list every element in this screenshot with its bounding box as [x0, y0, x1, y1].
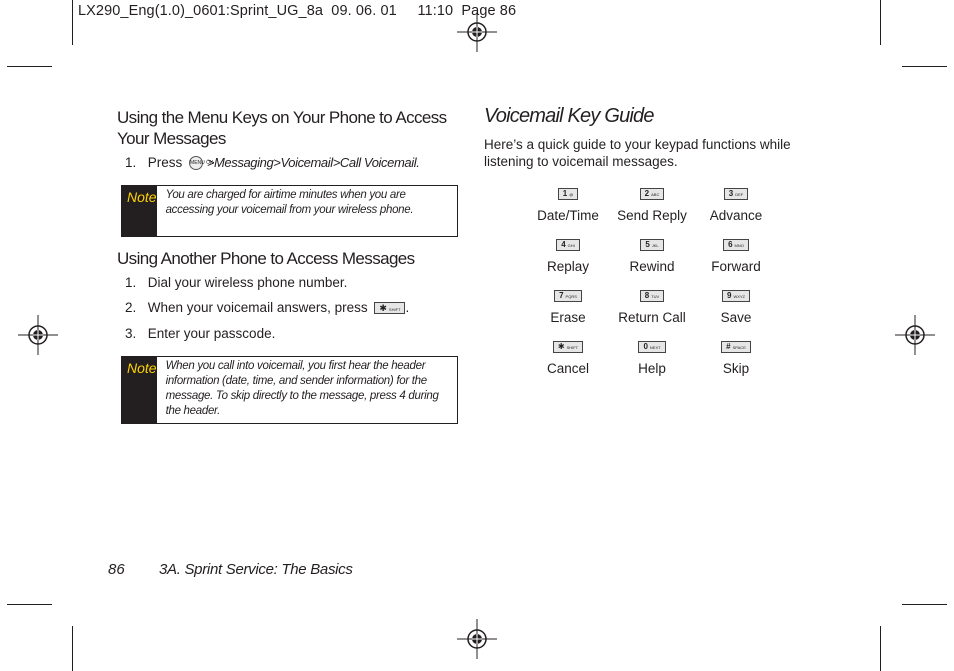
crop-mark: [880, 626, 881, 671]
shift-key-icon: [374, 302, 405, 314]
key-function-label: Date/Time: [537, 208, 599, 223]
step-number: 1.: [125, 275, 137, 290]
key-glyph: 5: [645, 239, 650, 249]
page-title: Voicemail Key Guide: [484, 105, 654, 127]
crop-mark: [72, 0, 73, 45]
key-glyph: ✱: [379, 303, 387, 314]
key-glyph: 1: [562, 188, 568, 198]
key-glyph: 8: [644, 290, 650, 300]
key-guide-item: [681, 338, 791, 376]
key-function-label: Skip: [722, 361, 750, 376]
key-function-label: Erase: [550, 310, 586, 325]
key-guide-item: [681, 287, 791, 325]
keypad-key-icon: [640, 290, 664, 302]
key-sub: TUV: [651, 293, 660, 299]
note-text: You are charged for airtime minutes when you are accessing your voicemail from your wireless phone.: [165, 189, 414, 216]
key-glyph: 6: [728, 239, 733, 249]
keypad-key-icon: [722, 290, 750, 302]
keypad-key-icon: [640, 239, 663, 251]
step-item: [125, 275, 347, 290]
registration-mark-icon: [457, 619, 497, 659]
key-sub: MNO: [734, 242, 744, 248]
menu-path: >Messaging>Voicemail>Call Voicemail.: [206, 155, 420, 170]
crop-mark: [902, 66, 947, 67]
key-guide-item: [681, 185, 791, 223]
key-sub: ABC: [651, 191, 660, 197]
step-text: When your voicemail answers, press: [147, 300, 368, 315]
footer-section-title: 3A. Sprint Service: The Basics: [159, 561, 353, 578]
menu-ok-key-icon: MENU OK: [189, 156, 203, 170]
key-glyph: 7: [559, 290, 564, 300]
keypad-key-icon: [558, 188, 579, 200]
keypad-key-icon: [724, 188, 748, 200]
key-function-label: Advance: [709, 208, 763, 223]
key-glyph: 4: [561, 239, 566, 249]
section-heading-menu-keys: Using the Menu Keys on Your Phone to Access Your Messages: [117, 108, 447, 148]
step-text: Press: [147, 155, 183, 170]
key-function-label: Replay: [546, 259, 590, 274]
key-sub: SHIFT: [566, 344, 579, 350]
crop-mark: [7, 66, 52, 67]
key-function-label: Send Reply: [617, 208, 687, 223]
key-sub: WXYZ: [733, 293, 745, 299]
key-glyph: 0: [643, 341, 648, 351]
intro-text: Here’s a quick guide to your keypad functions while listening to voicemail messages.: [484, 137, 791, 169]
key-glyph: 9: [726, 290, 732, 300]
key-sub: DEF: [735, 191, 744, 197]
key-function-label: Cancel: [546, 361, 590, 376]
keypad-key-icon: [640, 188, 665, 200]
key-function-label: Rewind: [629, 259, 675, 274]
key-sub: SPACE: [732, 344, 746, 350]
key-function-label: Help: [638, 361, 666, 376]
note-text: When you call into voicemail, you first hear the header information (date, time, and sender information) for the message. To skip directly to the message, press 4 during the header.: [165, 360, 439, 417]
key-sub: GHI: [567, 242, 575, 248]
note-box-airtime: [121, 185, 458, 237]
keypad-key-icon: [638, 341, 665, 353]
note-label: Note: [122, 357, 157, 423]
keypad-key-icon: [553, 341, 583, 353]
key-sub: @: [569, 191, 574, 197]
crop-mark: [72, 626, 73, 671]
crop-mark: [7, 604, 52, 605]
crop-mark: [902, 604, 947, 605]
step-suffix: .: [405, 300, 410, 315]
key-guide-item: [681, 236, 791, 274]
step-text: Enter your passcode.: [147, 326, 276, 341]
section-heading-another-phone: Using Another Phone to Access Messages: [117, 249, 415, 268]
registration-mark-icon: [18, 315, 58, 355]
key-glyph: #: [726, 341, 731, 351]
print-slug: LX290_Eng(1.0)_0601:Sprint_UG_8a 09. 06. 01 11:10 Page 86: [78, 3, 517, 19]
key-glyph: ✱: [557, 341, 565, 351]
keypad-key-icon: [723, 239, 749, 251]
key-sub: PQRS: [565, 293, 577, 299]
key-sub: NEXT: [649, 344, 661, 350]
note-box-voicemail: [121, 356, 458, 424]
step-text: Dial your wireless phone number.: [147, 275, 348, 290]
key-sub: JKL: [651, 242, 659, 248]
key-glyph: 2: [644, 188, 650, 198]
key-function-label: Save: [720, 310, 752, 325]
keypad-key-icon: [554, 290, 582, 302]
key-function-label: Forward: [711, 259, 761, 274]
keypad-key-icon: [556, 239, 580, 251]
key-glyph: 3: [728, 188, 734, 198]
step-number: 1.: [125, 155, 137, 170]
keypad-key-icon: [721, 341, 751, 353]
registration-mark-icon: [895, 315, 935, 355]
note-label: Note: [122, 186, 157, 236]
step-item: [125, 326, 275, 341]
page-number: 86: [108, 561, 125, 578]
key-function-label: Return Call: [618, 310, 686, 325]
step-press-menu: [125, 155, 419, 170]
step-item: [125, 300, 409, 315]
step-number: 2.: [125, 300, 137, 315]
key-sub: SHIFT: [388, 307, 401, 313]
crop-mark: [880, 0, 881, 45]
step-number: 3.: [125, 326, 137, 341]
